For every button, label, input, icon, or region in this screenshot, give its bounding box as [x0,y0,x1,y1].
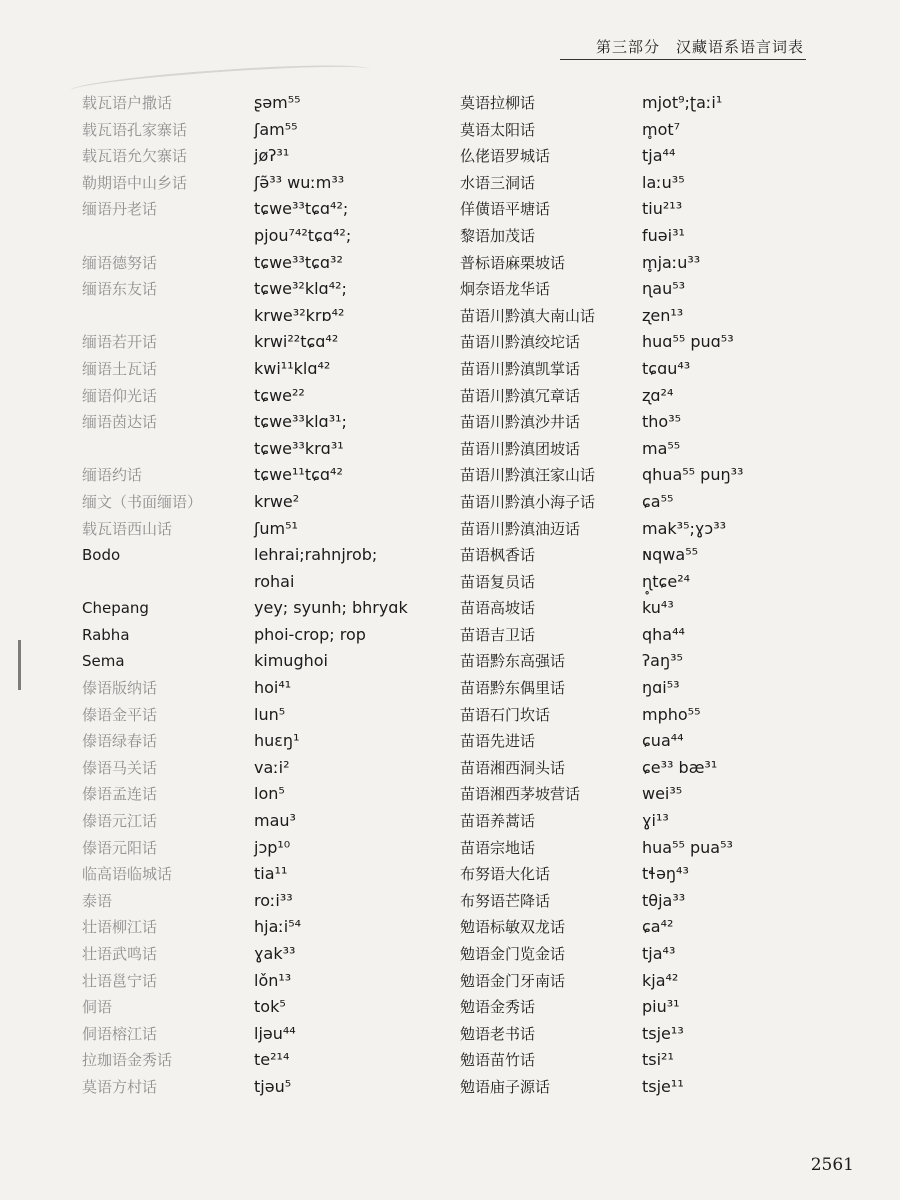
left-language-names-column [82,90,252,1101]
word-form: wei³⁵ [642,784,683,804]
language-name: 泰语 [82,891,113,910]
word-form: hjaːi⁵⁴ [254,917,302,937]
word-form: ɕa⁴² [642,917,674,937]
language-name: 缅文（书面缅语） [82,492,203,511]
language-name: 普标语麻栗坡话 [460,253,566,272]
word-form: tθja³³ [642,890,686,910]
language-name: 载瓦语允欠寨话 [82,147,188,166]
language-name: 苗语川黔滇油迈话 [460,519,581,538]
language-name: 临高语临城话 [82,865,173,884]
language-name: 缅语东友话 [82,280,158,299]
language-name: 黎语加茂话 [460,226,536,245]
language-name: 缅语土瓦话 [82,359,158,378]
word-form: lon⁵ [254,784,285,804]
language-name: 傣语绿春话 [82,732,158,751]
word-form: kja⁴² [642,970,679,990]
language-name: 苗语枫香话 [460,546,536,565]
language-name: 莫语方村话 [82,1077,158,1096]
language-name: 莫语太阳话 [460,120,536,139]
word-form: ʂəm⁵⁵ [254,93,301,112]
language-name: Bodo [82,546,121,565]
header-rule [560,59,806,60]
word-form: roːi³³ [254,890,293,910]
language-name: 傣语金平话 [82,705,158,724]
word-form: jɔp¹⁰ [254,837,291,857]
word-form: tsi²¹ [642,1050,674,1070]
word-form: ɳ̥tɕe²⁴ [642,571,691,591]
language-name: 苗语养蒿话 [460,812,536,831]
language-name: 苗语宗地话 [460,838,536,857]
language-name: 布努语芒降话 [460,891,551,910]
language-name: 苗语石门坎话 [460,705,551,724]
language-name: 布努语大化话 [460,865,551,884]
language-name: 苗语黔东高强话 [460,652,566,671]
word-form: tja⁴⁴ [642,146,676,166]
language-name: Rabha [82,625,130,644]
language-name [82,303,252,330]
language-name: 勉语庙子源话 [460,1077,551,1096]
word-form: ʃə̃³³ wuːm³³ [254,172,345,192]
word-form: krwi²²tɕɑ⁴² [254,332,339,352]
word-form: fuəi³¹ [642,225,685,245]
language-name: 苗语先进话 [460,732,536,751]
word-form: pjou⁷⁴²tɕɑ⁴²; [254,225,352,245]
word-form: mau³ [254,811,296,831]
language-name [82,569,252,596]
word-form: ɣi¹³ [642,811,669,831]
language-name: 苗语黔东偶里话 [460,679,566,698]
word-form: tiu²¹³ [642,199,683,219]
word-form: tɕwe¹¹tɕɑ⁴² [254,465,343,485]
language-name: 壮语武鸣话 [82,945,158,963]
language-name: 傣语元阳话 [82,838,158,857]
word-form: m̥ot⁷ [642,119,681,139]
language-name: 勉语金门览金话 [460,945,566,963]
word-form: te²¹⁴ [254,1050,290,1070]
language-name: 载瓦语孔家寨话 [82,120,188,139]
word-form: hua⁵⁵ pua⁵³ [642,837,733,857]
language-name: 载瓦语西山话 [82,519,173,538]
language-name: 壮语邕宁话 [82,971,158,990]
word-form: tja⁴³ [642,944,676,963]
word-form: tjəu⁵ [254,1076,292,1096]
word-form: rohai [254,571,295,591]
word-form: tsje¹¹ [642,1076,684,1096]
language-name: 佯僙语平塘话 [460,200,551,219]
word-form: tɕwe³³tɕɑ⁴²; [254,199,349,219]
word-form: ɕa⁵⁵ [642,491,674,511]
word-form: ɴqwa⁵⁵ [642,545,699,565]
language-name: 傣语元江话 [82,812,158,831]
language-name: 傣语版纳话 [82,679,158,698]
language-name: 苗语川黔滇绞坨话 [460,333,581,352]
word-form: ŋɑi⁵³ [642,678,680,698]
word-form: ljəu⁴⁴ [254,1023,296,1043]
right-language-names-column [460,90,640,1101]
word-form: tɕwe³³klɑ³¹; [254,412,347,432]
language-name: 傣语马关话 [82,758,158,777]
word-form: phoi-crop; rop [254,624,366,644]
language-name: 苗语川黔滇沙井话 [460,413,581,432]
word-form: ʐɑ²⁴ [642,385,674,405]
word-form: qha⁴⁴ [642,624,685,644]
language-name: 苗语高坡话 [460,599,536,618]
word-form: ʐen¹³ [642,305,684,325]
language-name: 侗语 [82,998,113,1017]
word-form: lun⁵ [254,704,286,724]
word-form: tɬəŋ⁴³ [642,864,689,884]
word-form: m̥jaːu³³ [642,252,701,272]
word-form: lehrai;rahnjrob; [254,545,378,565]
language-name: 勉语金门牙南话 [460,971,566,990]
binding-mark [18,640,21,690]
word-form: ʃum⁵¹ [254,518,298,538]
language-name: 缅语仰光话 [82,386,158,405]
language-name: 莫语拉柳话 [460,94,536,112]
left-values-column [254,90,454,1101]
language-name: 苗语湘西茅坡营话 [460,785,581,804]
language-name: 勉语标敏双龙话 [460,918,566,937]
page-number: 2561 [810,1155,854,1175]
word-form: huɛŋ¹ [254,731,300,751]
word-form: tok⁵ [254,997,286,1017]
language-name: 勒期语中山乡话 [82,173,188,192]
language-name: 苗语川黔滇凯掌话 [460,359,581,378]
language-name: 水语三洞话 [460,173,536,192]
word-form: ʃam⁵⁵ [254,119,298,139]
word-form: krwe² [254,491,300,511]
word-form: tɕwe³²klɑ⁴²; [254,279,347,299]
language-name: 侗语榕江话 [82,1024,158,1043]
language-name: 苗语复员话 [460,572,536,591]
word-form: krwe³²krɒ⁴² [254,305,345,325]
word-form: kwi¹¹klɑ⁴² [254,358,331,378]
language-name: Sema [82,652,125,671]
language-name: 拉珈语金秀话 [82,1051,173,1070]
right-values-column [642,90,842,1101]
section-title: 第三部分 汉藏语系语言词表 [595,38,804,56]
word-form: ɕua⁴⁴ [642,731,684,751]
word-form: tɕwe³³krɑ³¹ [254,438,344,458]
language-name [82,436,252,463]
word-form: tɕwe²² [254,385,305,405]
word-form: qhua⁵⁵ puŋ³³ [642,465,744,485]
word-form: ma⁵⁵ [642,438,681,458]
language-name: 仫佬语罗城话 [460,147,551,166]
word-form: ɕe³³ bæ³¹ [642,757,718,777]
word-form: huɑ⁵⁵ puɑ⁵³ [642,332,734,352]
language-name: 苗语川黔滇冗章话 [460,386,581,405]
language-name: 苗语川黔滇大南山话 [460,306,596,325]
language-name: 苗语川黔滇汪家山话 [460,466,596,485]
page-header [0,0,900,70]
word-form: kimughoi [254,651,328,671]
word-form: hoi⁴¹ [254,678,292,698]
word-form: mak³⁵;ɣɔ³³ [642,518,727,538]
word-form: tɕɑu⁴³ [642,358,691,378]
word-form: tia¹¹ [254,864,288,884]
word-form: jøʔ³¹ [254,146,290,166]
word-form: mjot⁹;ʈaːi¹ [642,93,723,112]
language-name: 勉语老书话 [460,1024,536,1043]
language-name: 壮语柳江话 [82,918,158,937]
language-name: 缅语约话 [82,466,143,485]
word-form: ku⁴³ [642,598,674,618]
language-name: 苗语湘西洞头话 [460,758,566,777]
language-name: 苗语川黔滇小海子话 [460,492,596,511]
language-name: 载瓦语户撒话 [82,94,173,112]
word-form: piu³¹ [642,997,680,1017]
language-name: 苗语吉卫话 [460,625,536,644]
language-name: 傣语孟连话 [82,785,158,804]
language-name: 缅语茵达话 [82,413,158,432]
language-name: 缅语德努话 [82,253,158,272]
language-name: 炯奈语龙华话 [460,280,551,299]
word-form: ɳau⁵³ [642,279,686,299]
language-name [82,223,252,250]
word-form: mpho⁵⁵ [642,704,701,724]
language-name: 勉语苗竹话 [460,1051,536,1070]
word-form: vaːi² [254,757,290,777]
word-form: yey; syunh; bhryɑk [254,598,408,618]
language-name: 苗语川黔滇团坡话 [460,439,581,458]
language-name: 缅语若开话 [82,333,158,352]
language-name: Chepang [82,599,149,618]
word-form: ɣak³³ [254,944,296,963]
word-form: ʔaŋ³⁵ [642,651,683,671]
language-name: 缅语丹老话 [82,200,158,219]
word-form: tho³⁵ [642,412,682,432]
language-name: 勉语金秀话 [460,998,536,1017]
word-form: tsje¹³ [642,1023,684,1043]
word-form: tɕwe³³tɕɑ³² [254,252,343,272]
word-form: lǒn¹³ [254,970,292,990]
word-form: laːu³⁵ [642,172,685,192]
